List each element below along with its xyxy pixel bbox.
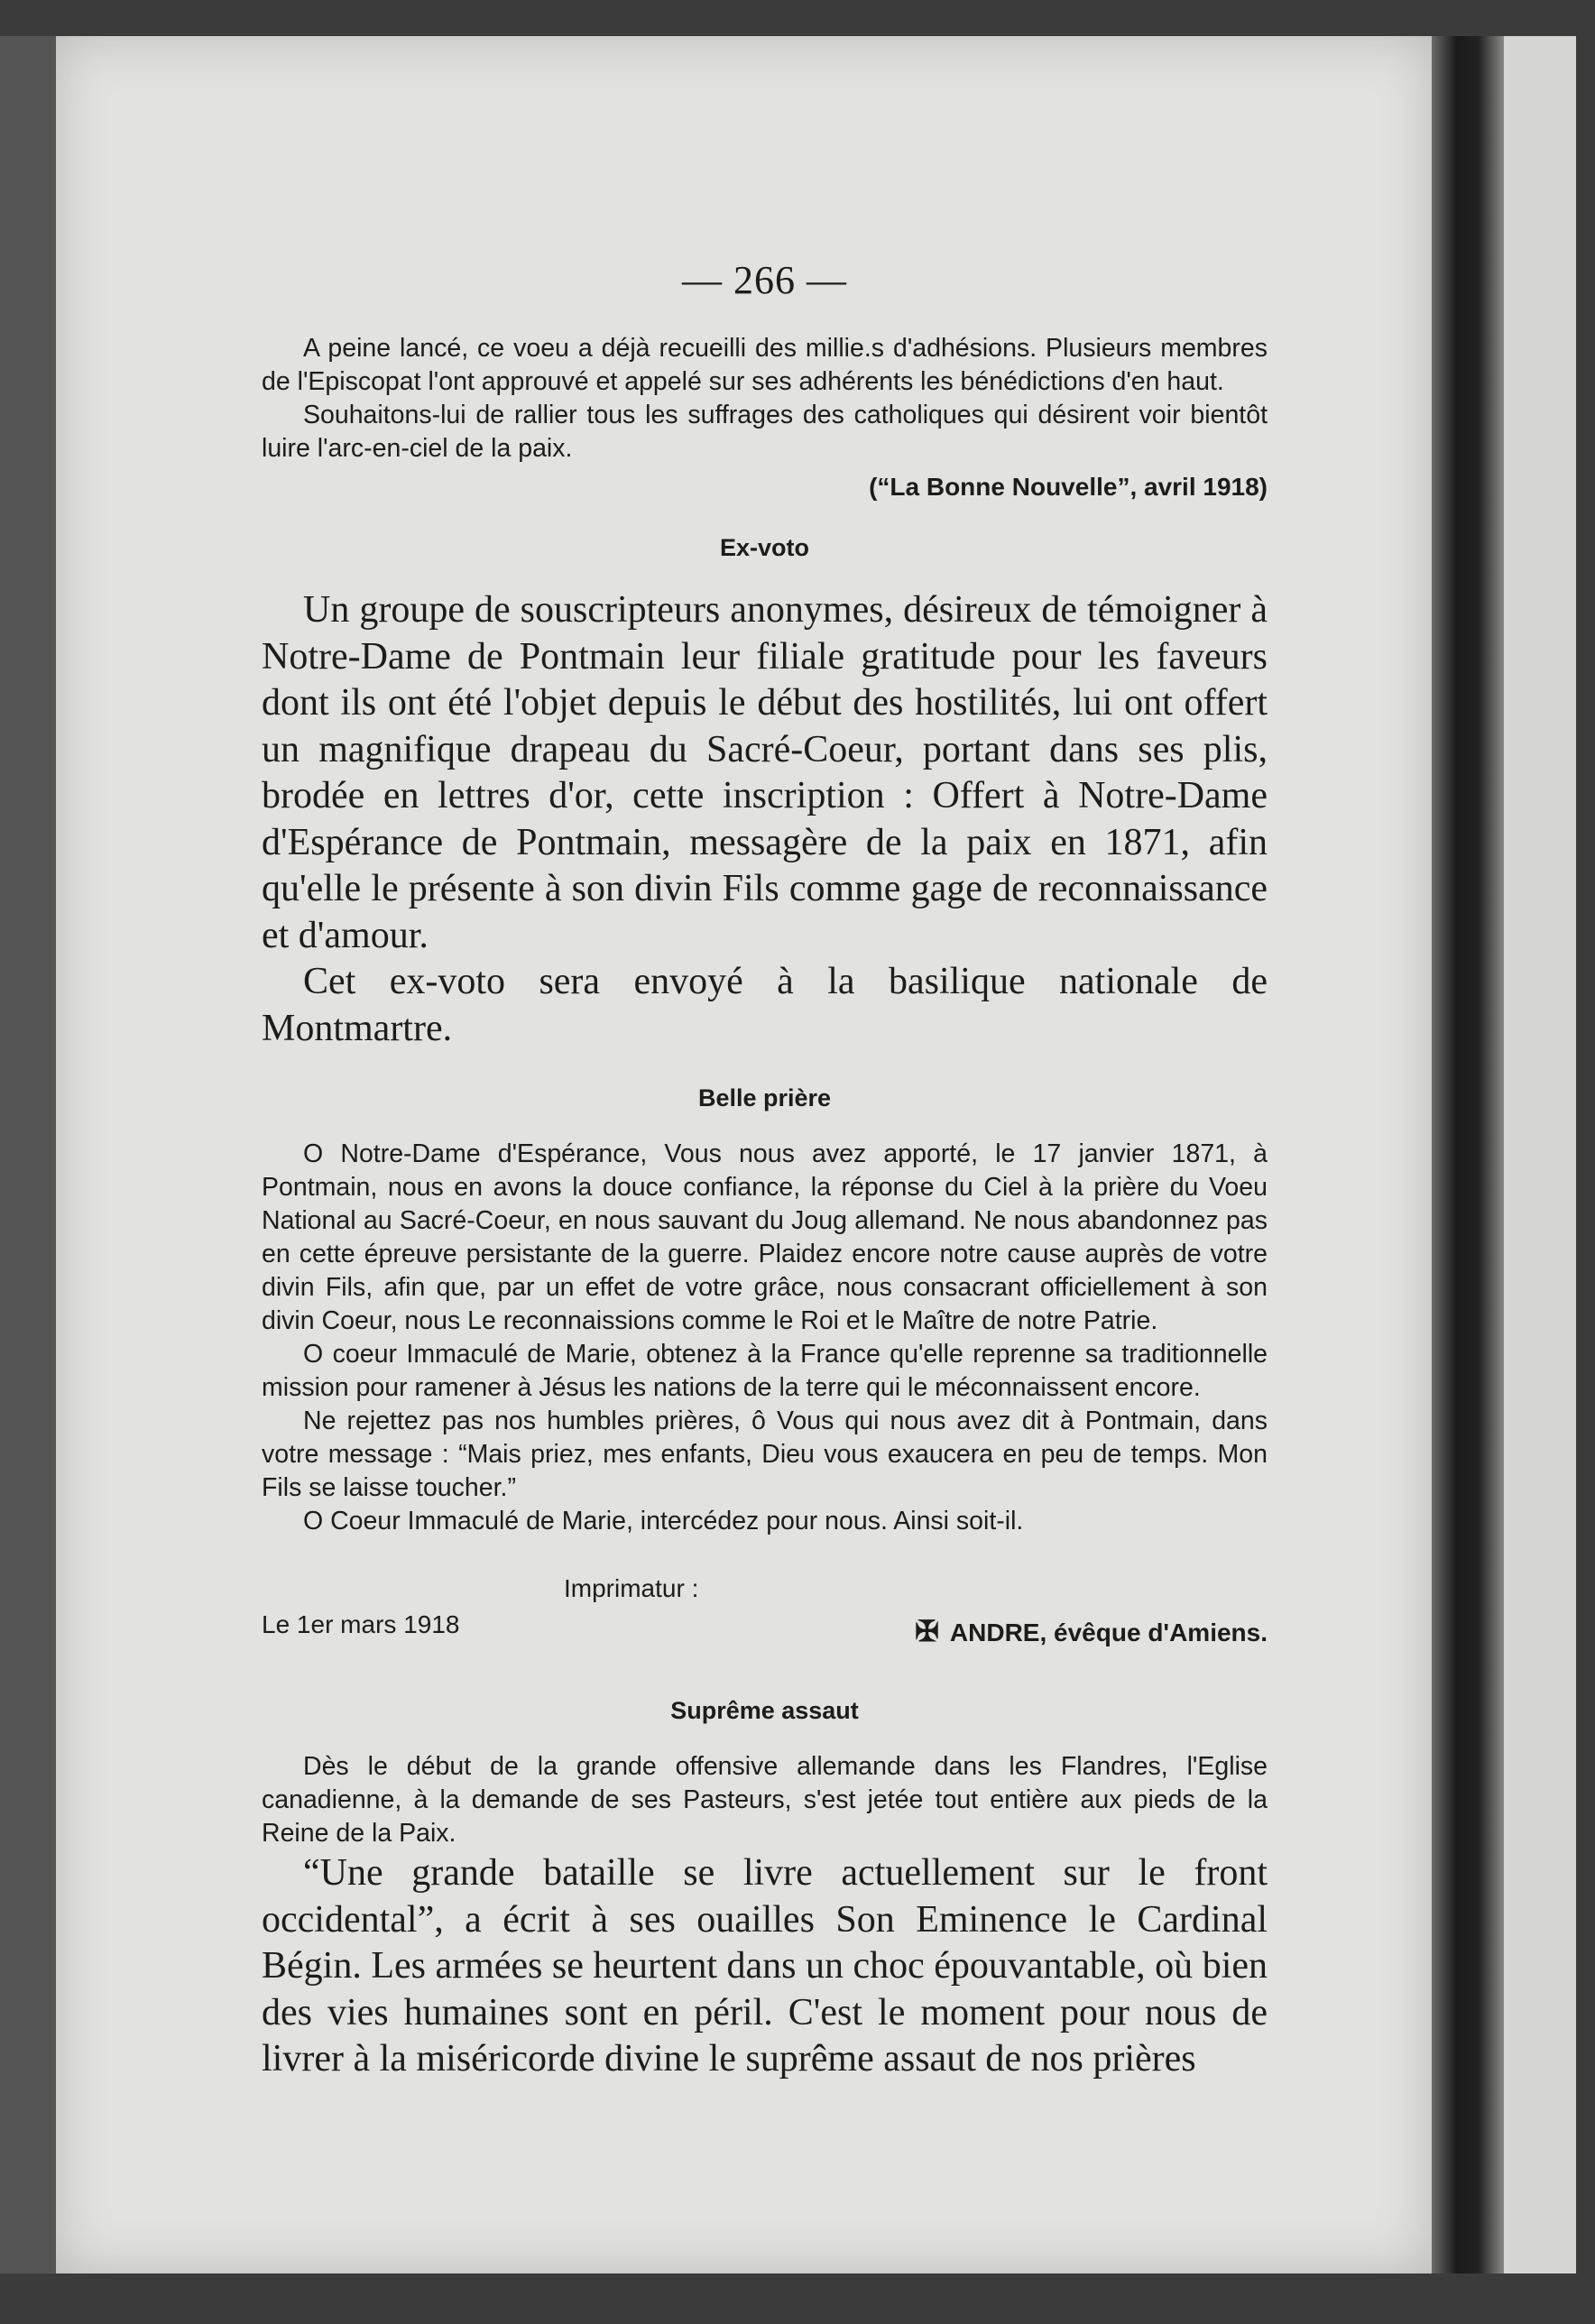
heading-supreme-assaut: Suprême assaut <box>670 1697 859 1724</box>
heading-ex-voto: Ex-voto <box>719 534 809 561</box>
bishop-signature <box>915 1614 1268 1648</box>
book-gutter <box>1432 36 1504 2273</box>
priere-paragraph-4: O Coeur Immaculé de Marie, intercédez pour nous. Ainsi soit-il. <box>303 1507 1024 1536</box>
imprimatur-date: Le 1er mars 1918 <box>262 1610 460 1638</box>
imprimatur-label: Imprimatur : <box>564 1574 699 1602</box>
assaut-paragraph-2: “Une grande bataille se livre actuellement sur le front occidental”, a écrit à ses ouailles Son Eminence le Cardinal Bégin. Les armées se heurtent dans un choc épouvantable, où bien des vies humaines sont en péril. C'est le moment pour nous de livrer à la miséricorde divine le suprême assaut de nos prières <box>262 1852 1268 2080</box>
priere-paragraph-3: Ne rejettez pas nos humbles prières, ô Vous qui nous avez dit à Pontmain, dans votre message : “Mais priez, mes enfants, Dieu vous exaucera en peu de temps. Mon Fils se laisse toucher.” <box>262 1406 1268 1502</box>
imprimatur-block <box>262 1574 1268 1665</box>
page-text <box>262 257 1268 2083</box>
heading-belle-priere: Belle prière <box>697 1084 832 1111</box>
intro-paragraph-2: Souhaitons-lui de rallier tous les suffrages des catholiques qui désirent voir bientôt luire l'arc-en-ciel de la paix. <box>262 401 1268 463</box>
cross-icon: ✠ <box>915 1615 939 1647</box>
signature-text: ANDRE, évêque d'Amiens. <box>949 1618 1268 1646</box>
assaut-paragraph-1: Dès le début de la grande offensive allemande dans les Flandres, l'Eglise canadienne, à la demande de ses Pasteurs, s'est jetée tout entière aux pieds de la Reine de la Paix. <box>262 1752 1268 1848</box>
exvoto-paragraph-1: Un groupe de souscripteurs anonymes, désireux de témoigner à Notre-Dame de Pontmain leur filiale gratitude pour les faveurs dont ils ont été l'objet depuis le début des hostilités, lui ont offert un magnifique drapeau du Sacré-Coeur, portant dans ses plis, brodée en lettres d'or, cette inscription : Offert à Notre-Dame d'Espérance de Pontmain, messagère de la paix en 1871, afin qu'elle le présente à son divin Fils comme gage de reconnaissance et d'amour. <box>262 589 1268 956</box>
intro-paragraph-1: A peine lancé, ce voeu a déjà recueilli des millie.s d'adhésions. Plusieurs membres de l'Episcopat l'ont approuvé et appelé sur ses adhérents les bénédictions d'en haut. <box>262 334 1268 396</box>
exvoto-paragraph-2: Cet ex-voto sera envoyé à la basilique nationale de Montmartre. <box>262 961 1268 1049</box>
left-page-edge <box>0 36 56 2273</box>
page-number: — 266 — <box>682 258 847 302</box>
facing-page-edge <box>1504 36 1576 2273</box>
priere-paragraph-2: O coeur Immaculé de Marie, obtenez à la France qu'elle reprenne sa traditionnelle mission pour ramener à Jésus les nations de la terre qui le méconnaissent encore. <box>262 1340 1268 1402</box>
priere-paragraph-1: O Notre-Dame d'Espérance, Vous nous avez apporté, le 17 janvier 1871, à Pontmain, nous en avons la douce confiance, la réponse du Ciel à la prière du Voeu National au Sacré-Coeur, en nous sauvant du Joug allemand. Ne nous abandonnez pas en cette épreuve persistante de la guerre. Plaidez encore notre cause auprès de votre divin Fils, afin que, par un effet de votre grâce, nous consacrant officiellement à son divin Coeur, nous Le reconnaissions comme le Roi et le Maître de notre Patrie. <box>262 1139 1268 1335</box>
source-citation: (“La Bonne Nouvelle”, avril 1918) <box>869 473 1268 501</box>
